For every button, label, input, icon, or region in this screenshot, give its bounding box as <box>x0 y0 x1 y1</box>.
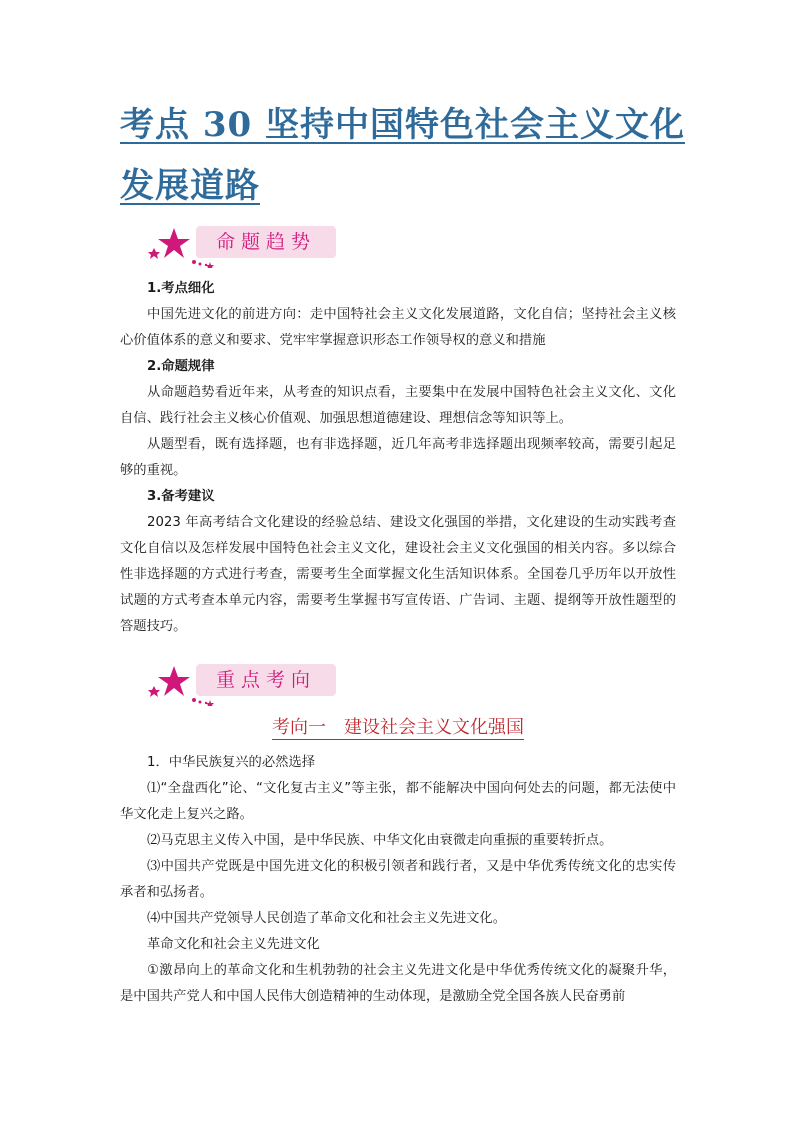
paragraph: ①激昂向上的革命文化和生机勃勃的社会主义先进文化是中华优秀传统文化的凝聚升华，是中国共产党人和中国人民伟大创造精神的生动体现，是激励全党全国各族人民奋勇前 <box>120 963 676 1004</box>
paragraph: 从题型看，既有选择题，也有非选择题，近几年高考非选择题出现频率较高，需要引起足够的重视。 <box>120 437 676 478</box>
section-title: 考向一 建设社会主义文化强国 <box>272 717 524 738</box>
section-banner-trend <box>148 222 348 268</box>
section-banner-focus <box>148 660 348 706</box>
heading-revival: 1．中华民族复兴的必然选择 <box>147 755 316 770</box>
paragraph: 革命文化和社会主义先进文化 <box>147 937 320 952</box>
paragraph: ⑶中国共产党既是中国先进文化的积极引领者和践行者，又是中华优秀传统文化的忠实传承者和弘扬者。 <box>120 859 676 900</box>
paragraph: 从命题趋势看近年来，从考查的知识点看，主要集中在发展中国特色社会主义文化、文化自信、践行社会主义核心价值观、加强思想道德建设、理想信念等知识等上。 <box>120 385 676 426</box>
paragraph: 中国先进文化的前进方向：走中国特社会主义文化发展道路，文化自信；坚持社会主义核心价值体系的意义和要求、党牢牢掌握意识形态工作领导权的意义和措施 <box>120 307 676 348</box>
heading-advice: 3.备考建议 <box>147 489 215 504</box>
paragraph: ⑴“全盘西化”论、“文化复古主义”等主张，都不能解决中国向何处去的问题，都无法使中华文化走上复兴之路。 <box>120 781 676 822</box>
banner-label-trend: 命题趋势 <box>196 226 336 258</box>
paragraph: 2023 年高考结合文化建设的经验总结、建设文化强国的举措，文化建设的生动实践考查文化自信以及怎样发展中国特色社会主义文化，建设社会主义文化强国的相关内容。多以综合性非选择题的方式进行考查，需要考生全面掌握文化生活知识体系。全国卷几乎历年以开放性试题的方式考查本单元内容，需要考生掌握书写宣传语、广告词、主题、提纲等开放性题型的答题技巧。 <box>120 515 676 634</box>
banner-label-focus: 重点考向 <box>196 664 336 696</box>
page-title: 考点 30 坚持中国特色社会主义文化发展道路 <box>120 105 685 206</box>
heading-detail: 1.考点细化 <box>147 281 215 296</box>
trend-section <box>120 276 676 640</box>
paragraph: ⑵马克思主义传入中国，是中华民族、中华文化由衰微走向重振的重要转折点。 <box>147 833 613 848</box>
paragraph: ⑷中国共产党领导人民创造了革命文化和社会主义先进文化。 <box>147 911 507 926</box>
focus-section <box>120 750 676 1010</box>
heading-pattern: 2.命题规律 <box>147 359 215 374</box>
